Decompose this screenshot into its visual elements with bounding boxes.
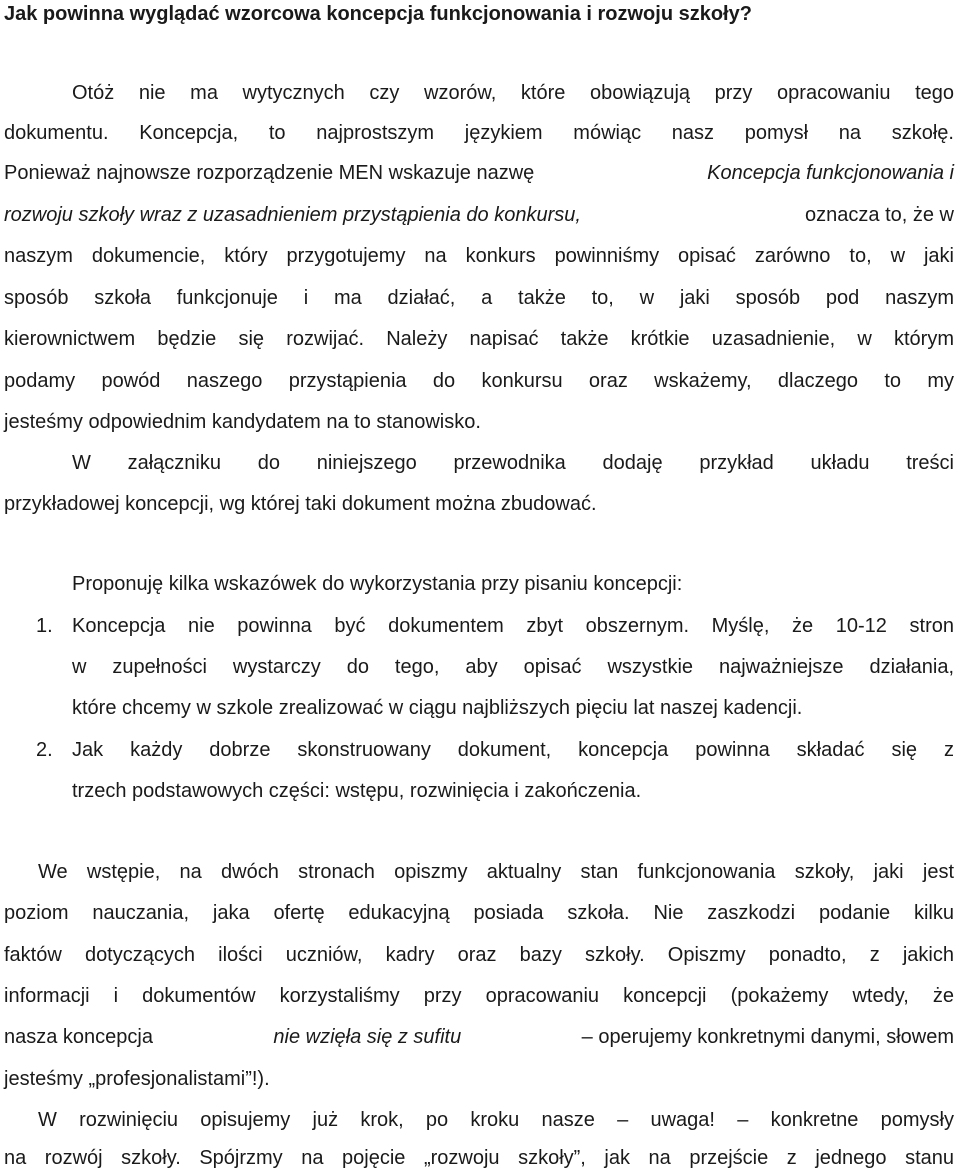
text-line: Proponuję kilka wskazówek do wykorzystania przy pisaniu koncepcji: [72,573,683,595]
text-line [4,160,954,186]
text-segment: – operujemy konkretnymi danymi, słowem [576,1026,954,1048]
document-title: Jak powinna wyglądać wzorcowa koncepcja funkcjonowania i rozwoju szkoły? [4,3,752,25]
text-line: jesteśmy „profesjonalistami”!). [4,1068,270,1090]
text-line: We wstępie, na dwóch stronach opiszmy aktualny stan funkcjonowania szkoły, jaki jest [38,861,954,883]
text-line: poziom nauczania, jaka ofertę edukacyjną posiada szkoła. Nie zaszkodzi podanie kilku [4,902,954,924]
list-item-line: trzech podstawowych części: wstępu, rozwinięcia i zakończenia. [72,780,642,802]
list-number: 1. [36,615,53,637]
text-line: sposób szkoła funkcjonuje i ma działać, a także to, w jaki sposób pod naszym [4,287,954,309]
text-line: dokumentu. Koncepcja, to najprostszym językiem mówiąc nasz pomysł na szkołę. [4,122,954,144]
text-line: jesteśmy odpowiednim kandydatem na to stanowisko. [4,411,481,433]
text-line: informacji i dokumentów korzystaliśmy przy opracowaniu koncepcji (pokażemy wtedy, że [4,985,954,1007]
text-line: kierownictwem będzie się rozwijać. Należy napisać także krótkie uzasadnienie, w którym [4,328,954,350]
text-line [4,1024,954,1050]
italic-text-segment: rozwoju szkoły wraz z uzasadnieniem przystąpienia do konkursu, [4,204,581,226]
text-segment: Ponieważ najnowsze rozporządzenie MEN wskazuje nazwę [4,162,540,184]
italic-text-segment: nie wzięła się z sufitu [273,1026,462,1048]
text-line: W rozwinięciu opisujemy już krok, po kroku nasze – uwaga! – konkretne pomysły [38,1109,954,1131]
text-line: przykładowej koncepcji, wg której taki dokument można zbudować. [4,493,597,515]
text-segment: oznacza to, że w [799,204,954,226]
italic-text-segment: Koncepcja funkcjonowania i [707,162,954,184]
text-line: na rozwój szkoły. Spójrzmy na pojęcie „rozwoju szkoły”, jak na przejście z jednego stanu [4,1147,954,1169]
list-item-line: Jak każdy dobrze skonstruowany dokument, koncepcja powinna składać się z [72,739,954,761]
text-line: W załączniku do niniejszego przewodnika dodaję przykład układu treści [72,452,954,474]
list-item-line: które chcemy w szkole zrealizować w ciągu najbliższych pięciu lat naszej kadencji. [72,697,803,719]
text-segment: nasza koncepcja [4,1026,159,1048]
text-line [4,202,954,228]
text-line: Otóż nie ma wytycznych czy wzorów, które obowiązują przy opracowaniu tego [72,82,954,104]
list-item-line: w zupełności wystarczy do tego, aby opisać wszystkie najważniejsze działania, [72,656,954,678]
text-line: naszym dokumencie, który przygotujemy na konkurs powinniśmy opisać zarówno to, w jaki [4,245,954,267]
list-number: 2. [36,739,53,761]
text-line: faktów dotyczących ilości uczniów, kadry oraz bazy szkoły. Opiszmy ponadto, z jakich [4,944,954,966]
list-item-line: Koncepcja nie powinna być dokumentem zbyt obszernym. Myślę, że 10-12 stron [72,615,954,637]
text-line: podamy powód naszego przystąpienia do konkursu oraz wskażemy, dlaczego to my [4,370,954,392]
